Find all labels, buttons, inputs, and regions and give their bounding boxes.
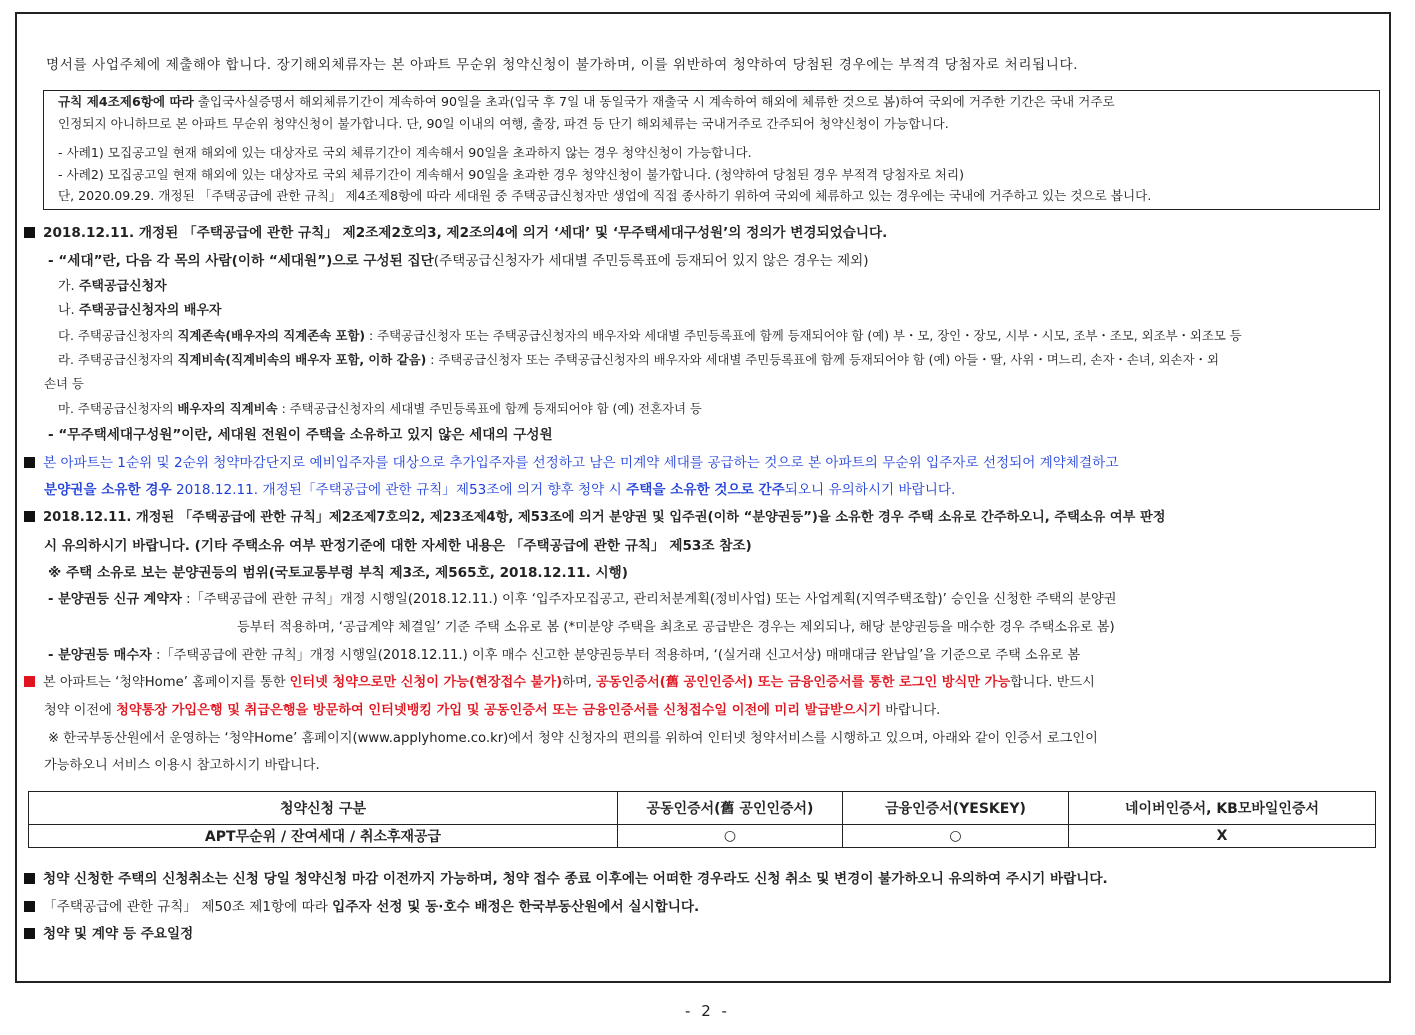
s1-ra-rest: : 주택공급신청자 또는 주택공급신청자의 배우자와 세대별 주민등록표에 함께 등재되어야 함 (예) 아들・딸, 사위・며느리, 손자・손녀, 외손자・외: [426, 352, 1219, 367]
s2-l2-end: 되오니 유의하시기 바랍니다.: [784, 482, 956, 498]
s3-line4: [48, 590, 1117, 610]
s3-line3: ※ 주택 소유로 보는 분양권등의 범위(국토교통부령 부칙 제3조, 제565호, 2018.12.11. 시행): [48, 565, 628, 581]
s1-title-line: [24, 223, 887, 243]
table-cell: ○: [843, 825, 1069, 848]
s1-nohouse: - “무주택세대구성원”이란, 세대원 전원이 주택을 소유하고 있지 않은 세대의 구성원: [48, 427, 553, 443]
s1-da: [58, 326, 1242, 346]
s7-text: 청약 및 계약 등 주요일정: [43, 926, 194, 942]
s1-ma-rest: : 주택공급신청자의 세대별 주민등록표에 함께 등재되어야 함 (예) 전혼자녀 등: [277, 401, 702, 416]
bullet-square-icon: [24, 928, 35, 939]
s1-da-rest: : 주택공급신청자 또는 주택공급신청자의 배우자와 세대별 주민등록표에 함께 등재되어야 함 (예) 부・모, 장인・장모, 시부・시모, 조부・조모, 외조부・외조모 등: [365, 328, 1242, 343]
s2-l2-bold: 분양권을 소유한 경우: [44, 482, 172, 498]
s4-line2: [44, 701, 940, 721]
s1-na: [58, 301, 222, 321]
bullet-square-icon: [24, 227, 35, 238]
s4-line4: 가능하오니 서비스 이용시 참고하시기 바랍니다.: [44, 758, 320, 773]
s3-l4-bold: - 분양권등 신규 계약자: [48, 592, 182, 607]
table-header-cell: 금융인증서(YESKEY): [843, 792, 1069, 825]
s2-line1: [24, 453, 1118, 473]
s3-l6-rest: :「주택공급에 관한 규칙」개정 시행일(2018.12.11.) 이후 매수 신고한 분양권등부터 적용하며, ‘(실거래 신고서상) 매매대금 완납일’을 기준으로 주택 소유로 봄: [151, 648, 1081, 663]
box-rule-bold: 규칙 제4조제6항에 따라: [58, 94, 194, 109]
s4-a: 본 아파트는 ‘청약Home’ 홈페이지를 통한: [43, 675, 290, 690]
s1-ra-cont: 손녀 등: [44, 376, 84, 391]
box-case2: - 사례2) 모집공고일 현재 해외에 있는 대상자로 국외 체류기간이 계속해서 90일을 초과한 경우 청약신청이 불가합니다. (청약하여 당첨된 경우 부적격 당첨자로 처리): [58, 167, 964, 182]
table-header-cell: 네이버인증서, KB모바일인증서: [1069, 792, 1376, 825]
s3-line5: 등부터 적용하며, ‘공급계약 체결일’ 기준 주택 소유로 봄 (*미분양 주택을 최초로 공급받은 경우는 제외되나, 해당 분양권등을 매수한 경우 주택소유로 봄): [237, 620, 1115, 635]
bullet-square-icon: [24, 457, 35, 468]
page-number: - 2 -: [685, 1002, 730, 1020]
s1-ma-label: 마. 주택공급신청자의: [58, 401, 178, 416]
s1-na-label: 나.: [58, 303, 79, 318]
s3-line2: 시 유의하시기 바랍니다. (기타 주택소유 여부 판정기준에 대한 자세한 내용은 「주택공급에 관한 규칙」 제53조 참조): [44, 538, 752, 554]
s1-ga-bold: 주택공급신청자: [78, 279, 167, 294]
bullet-square-icon: [24, 676, 35, 687]
s1-ma-bold: 배우자의 직계비속: [177, 401, 278, 416]
s6-line: [24, 897, 699, 917]
table-header-cell: 청약신청 구분: [29, 792, 618, 825]
s3-line6: [48, 646, 1080, 666]
s4-g: 청약통장 가입은행 및 취급은행을 방문하여 인터넷뱅킹 가입 및 공동인증서 또는 금융인증서를 신청접수일 이전에 미리 발급받으시기: [116, 703, 882, 718]
s5-text: 청약 신청한 주택의 신청취소는 신청 당일 청약신청 마감 이전까지 가능하며, 청약 접수 종료 이후에는 어떠한 경우라도 신청 취소 및 변경이 불가하오니 유의하여 주시기 바랍니다.: [43, 871, 1108, 887]
s3-l1: 2018.12.11. 개정된 「주택공급에 관한 규칙」제2조제7호의2, 제23조제4항, 제53조에 의거 분양권 및 입주권(이하 “분양권등”)을 소유한 경우 주택 소유로 간주하오니, 주택소유 여부 판정: [43, 510, 1166, 525]
table-cell: X: [1069, 825, 1376, 848]
intro-line: 명서를 사업주체에 제출해야 합니다. 장기해외체류자는 본 아파트 무순위 청약신청이 불가하며, 이를 위반하여 청약하여 당첨된 경우에는 부적격 당첨자로 처리됩니다.: [46, 57, 1079, 73]
s1-def: [48, 251, 869, 271]
s1-ra-label: 라. 주택공급신청자의: [58, 352, 178, 367]
s1-da-label: 다. 주택공급신청자의: [58, 328, 178, 343]
certificate-table: [28, 791, 1376, 848]
s3-l4-rest: :「주택공급에 관한 규칙」개정 시행일(2018.12.11.) 이후 ‘입주자모집공고, 관리처분계획(정비사업) 또는 사업계획(지역주택조합)’ 승인을 신청한 주택의 분양권: [181, 592, 1117, 607]
s5-line: [24, 869, 1108, 889]
s4-e: 합니다. 반드시: [1010, 675, 1095, 690]
s2-line2: [44, 480, 955, 500]
box-rule-line2: 인정되지 아니하므로 본 아파트 무순위 청약신청이 불가합니다. 단, 90일 이내의 여행, 출장, 파견 등 단기 해외체류는 국내거주로 간주되어 청약신청이 가능합니다.: [58, 116, 949, 131]
s4-line3: ※ 한국부동산원에서 운영하는 ‘청약Home’ 홈페이지(www.applyhome.co.kr)에서 청약 신청자의 편의를 위하여 인터넷 청약서비스를 시행하고 있으며, 아래와 같이 인증서 로그인이: [48, 731, 1098, 746]
s4-d: 공동인증서(舊 공인인증서) 또는 금융인증서를 통한 로그인 방식만 가능: [595, 675, 1011, 690]
s1-def-rest: (주택공급신청자가 세대별 주민등록표에 등재되어 있지 않은 경우는 제외): [433, 253, 869, 269]
s2-l1: 본 아파트는 1순위 및 2순위 청약마감단지로 예비입주자를 대상으로 추가입주자를 선정하고 남은 미계약 세대를 공급하는 것으로 본 아파트의 무순위 입주자로 선정되어 계약체결하고: [43, 455, 1119, 471]
s4-b: 인터넷 청약으로만 신청이 가능(현장접수 불가): [289, 675, 563, 690]
s4-h: 바랍니다.: [881, 703, 941, 718]
s1-ra-bold: 직계비속(직계비속의 배우자 포함, 이하 같음): [177, 352, 427, 367]
s4-c: 하며,: [562, 675, 596, 690]
s1-def-bold: - “세대”란, 다음 각 목의 사람(이하 “세대원”)으로 구성된 집단: [48, 253, 434, 269]
bullet-square-icon: [24, 873, 35, 884]
box-rule-line: [58, 92, 1115, 112]
s6-b: 입주자 선정 및 동·호수 배정은 한국부동산원에서 실시합니다.: [332, 899, 700, 915]
s4-f: 청약 이전에: [44, 703, 117, 718]
box-rule-text: 출입국사실증명서 해외체류기간이 계속하여 90일을 초과(입국 후 7일 내 동일국가 재출국 시 계속하여 해외에 체류한 것으로 봄)하여 국외에 거주한 기간은 국내 거주로: [193, 94, 1115, 109]
s1-ma: [58, 399, 702, 419]
s1-da-bold: 직계존속(배우자의 직계존속 포함): [177, 328, 366, 343]
s6-a: 「주택공급에 관한 규칙」 제50조 제1항에 따라: [43, 899, 333, 915]
s1-ga: [58, 277, 167, 297]
s1-ga-label: 가.: [58, 279, 79, 294]
s3-l6-bold: - 분양권등 매수자: [48, 648, 152, 663]
s1-title: 2018.12.11. 개정된 「주택공급에 관한 규칙」 제2조제2호의3, 제2조의4에 의거 ‘세대’ 및 ‘무주택세대구성원’의 정의가 변경되었습니다.: [43, 225, 888, 241]
s7-line: [24, 924, 193, 944]
table-cell: APT무순위 / 잔여세대 / 취소후재공급: [29, 825, 618, 848]
s3-line1: [24, 508, 1165, 528]
s2-l2-bold2: 주택을 소유한 것으로 간주: [626, 482, 785, 498]
box-note: 단, 2020.09.29. 개정된 「주택공급에 관한 규칙」 제4조제8항에 따라 세대원 중 주택공급신청자만 생업에 직접 종사하기 위하여 국외에 체류하고 있는 경우에는 국내에 거주하고 있는 것으로 봅니다.: [58, 188, 1152, 203]
s4-line1: [24, 673, 1095, 693]
table-cell: ○: [618, 825, 843, 848]
bullet-square-icon: [24, 901, 35, 912]
s1-na-bold: 주택공급신청자의 배우자: [78, 303, 222, 318]
table-header-cell: 공동인증서(舊 공인인증서): [618, 792, 843, 825]
box-case1: - 사례1) 모집공고일 현재 해외에 있는 대상자로 국외 체류기간이 계속해서 90일을 초과하지 않는 경우 청약신청이 가능합니다.: [58, 145, 752, 160]
s2-l2-mid: 2018.12.11. 개정된「주택공급에 관한 규칙」제53조에 의거 향후 청약 시: [171, 482, 627, 498]
s1-ra: [58, 350, 1219, 370]
bullet-square-icon: [24, 511, 35, 522]
